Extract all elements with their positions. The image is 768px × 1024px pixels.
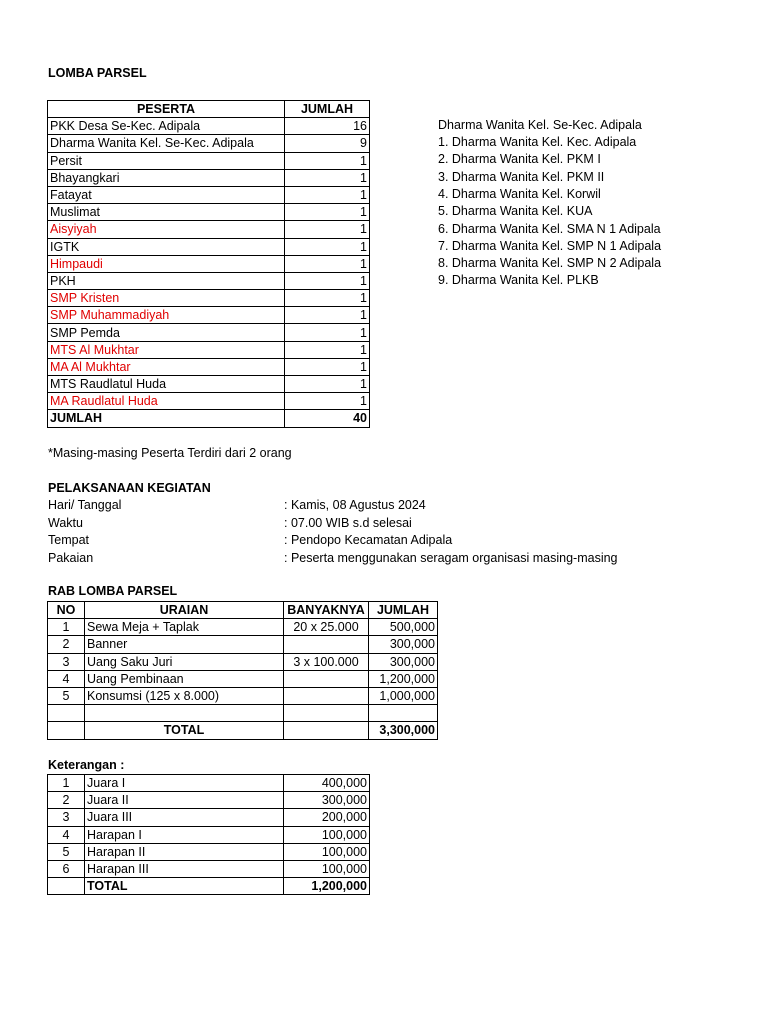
participant-name: Dharma Wanita Kel. Se-Kec. Adipala bbox=[48, 135, 285, 152]
table-row bbox=[48, 636, 438, 653]
participant-name: Aisyiyah bbox=[48, 221, 285, 238]
rab-jumlah: 500,000 bbox=[369, 619, 438, 636]
table-row bbox=[48, 393, 370, 410]
detail-label: Hari/ Tanggal bbox=[48, 498, 122, 512]
participant-name: MA Al Mukhtar bbox=[48, 358, 285, 375]
total-empty-cell bbox=[48, 878, 85, 895]
rab-jumlah: 300,000 bbox=[369, 636, 438, 653]
rab-jumlah: 300,000 bbox=[369, 653, 438, 670]
list-item: 4. Dharma Wanita Kel. Korwil bbox=[438, 186, 601, 201]
prize-value: 100,000 bbox=[284, 826, 370, 843]
participant-count: 1 bbox=[285, 186, 370, 203]
list-item: 8. Dharma Wanita Kel. SMP N 2 Adipala bbox=[438, 256, 662, 271]
prize-value: 100,000 bbox=[284, 843, 370, 860]
total-empty-cell bbox=[284, 722, 369, 739]
participant-name: Fatayat bbox=[48, 186, 285, 203]
participant-count: 1 bbox=[285, 324, 370, 341]
table-row bbox=[48, 376, 370, 393]
participant-name: Bhayangkari bbox=[48, 169, 285, 186]
participant-count: 1 bbox=[285, 376, 370, 393]
prize-no: 6 bbox=[48, 860, 85, 877]
rab-uraian: Uang Pembinaan bbox=[85, 670, 284, 687]
rab-table bbox=[47, 601, 438, 740]
header-no: NO bbox=[48, 602, 85, 619]
detail-value: : 07.00 WIB s.d selesai bbox=[284, 515, 412, 530]
participant-name: MTS Al Mukhtar bbox=[48, 341, 285, 358]
prize-value: 400,000 bbox=[284, 775, 370, 792]
participant-count: 1 bbox=[285, 255, 370, 272]
total-label: TOTAL bbox=[85, 722, 284, 739]
participant-count: 1 bbox=[285, 169, 370, 186]
rab-no: 2 bbox=[48, 636, 85, 653]
total-value: 40 bbox=[285, 410, 370, 427]
table-row bbox=[48, 619, 438, 636]
table-row bbox=[48, 653, 438, 670]
detail-value: : Peserta menggunakan seragam organisasi masing-masing bbox=[284, 550, 618, 565]
participant-count: 1 bbox=[285, 152, 370, 169]
rab-banyaknya: 3 x 100.000 bbox=[284, 653, 369, 670]
prize-no: 4 bbox=[48, 826, 85, 843]
total-row bbox=[48, 722, 438, 739]
total-label: TOTAL bbox=[85, 878, 284, 895]
rab-uraian: Konsumsi (125 x 8.000) bbox=[85, 687, 284, 704]
page-title: LOMBA PARSEL bbox=[48, 66, 147, 80]
detail-label: Pakaian bbox=[48, 550, 94, 565]
detail-label: Waktu bbox=[48, 515, 83, 530]
participants-table bbox=[47, 100, 370, 428]
pelaksanaan-heading: PELAKSANAAN KEGIATAN bbox=[48, 481, 211, 495]
participant-name: PKK Desa Se-Kec. Adipala bbox=[48, 118, 285, 135]
rab-no bbox=[48, 705, 85, 722]
table-row bbox=[48, 860, 370, 877]
header-uraian: URAIAN bbox=[85, 602, 284, 619]
rab-no: 3 bbox=[48, 653, 85, 670]
total-empty-cell bbox=[48, 722, 85, 739]
detail-label: Tempat bbox=[48, 533, 89, 547]
participant-name: Himpaudi bbox=[48, 255, 285, 272]
rab-uraian bbox=[85, 705, 284, 722]
prize-value: 200,000 bbox=[284, 809, 370, 826]
table-row bbox=[48, 152, 370, 169]
prize-value: 300,000 bbox=[284, 792, 370, 809]
table-row bbox=[48, 272, 370, 289]
header-jumlah: JUMLAH bbox=[369, 602, 438, 619]
rab-uraian: Uang Saku Juri bbox=[85, 653, 284, 670]
rab-no: 4 bbox=[48, 670, 85, 687]
list-item: 5. Dharma Wanita Kel. KUA bbox=[438, 204, 593, 219]
rab-banyaknya bbox=[284, 636, 369, 653]
participant-count: 16 bbox=[285, 118, 370, 135]
table-row bbox=[48, 186, 370, 203]
participant-count: 9 bbox=[285, 135, 370, 152]
list-heading: Dharma Wanita Kel. Se-Kec. Adipala bbox=[438, 118, 642, 132]
prize-label: Juara I bbox=[85, 775, 284, 792]
rab-jumlah bbox=[369, 705, 438, 722]
table-row bbox=[48, 238, 370, 255]
table-row bbox=[48, 775, 370, 792]
rab-banyaknya bbox=[284, 670, 369, 687]
table-row bbox=[48, 221, 370, 238]
participant-count: 1 bbox=[285, 290, 370, 307]
keterangan-heading: Keterangan : bbox=[48, 758, 125, 772]
rab-banyaknya: 20 x 25.000 bbox=[284, 619, 369, 636]
prize-no: 3 bbox=[48, 809, 85, 826]
rab-uraian: Banner bbox=[85, 636, 284, 653]
table-row bbox=[48, 809, 370, 826]
rab-no: 1 bbox=[48, 619, 85, 636]
table-row bbox=[48, 204, 370, 221]
rab-no: 5 bbox=[48, 687, 85, 704]
table-row bbox=[48, 792, 370, 809]
detail-value: : Pendopo Kecamatan Adipala bbox=[284, 533, 453, 547]
table-row bbox=[48, 358, 370, 375]
table-row bbox=[48, 705, 438, 722]
rab-banyaknya bbox=[284, 687, 369, 704]
total-label: JUMLAH bbox=[48, 410, 285, 427]
table-row bbox=[48, 118, 370, 135]
participant-name: MA Raudlatul Huda bbox=[48, 393, 285, 410]
table-row bbox=[48, 826, 370, 843]
list-item: 2. Dharma Wanita Kel. PKM I bbox=[438, 152, 601, 167]
table-header-row bbox=[48, 101, 370, 118]
participant-count: 1 bbox=[285, 358, 370, 375]
table-row bbox=[48, 341, 370, 358]
table-row bbox=[48, 255, 370, 272]
rab-jumlah: 1,000,000 bbox=[369, 687, 438, 704]
participant-count: 1 bbox=[285, 393, 370, 410]
list-item: 7. Dharma Wanita Kel. SMP N 1 Adipala bbox=[438, 238, 662, 253]
participant-name: SMP Muhammadiyah bbox=[48, 307, 285, 324]
rab-uraian: Sewa Meja + Taplak bbox=[85, 619, 284, 636]
table-row bbox=[48, 135, 370, 152]
header-peserta: PESERTA bbox=[48, 101, 285, 118]
prize-label: Juara III bbox=[85, 809, 284, 826]
participant-name: PKH bbox=[48, 272, 285, 289]
participant-count: 1 bbox=[285, 238, 370, 255]
participant-name: MTS Raudlatul Huda bbox=[48, 376, 285, 393]
prize-no: 1 bbox=[48, 775, 85, 792]
list-item: 3. Dharma Wanita Kel. PKM II bbox=[438, 169, 605, 184]
table-row bbox=[48, 169, 370, 186]
participant-count: 1 bbox=[285, 307, 370, 324]
header-banyaknya: BANYAKNYA bbox=[284, 602, 369, 619]
prize-label: Harapan III bbox=[85, 860, 284, 877]
table-header-row bbox=[48, 602, 438, 619]
participant-name: SMP Kristen bbox=[48, 290, 285, 307]
participant-count: 1 bbox=[285, 341, 370, 358]
keterangan-table bbox=[47, 774, 370, 895]
table-row bbox=[48, 687, 438, 704]
participant-name: Muslimat bbox=[48, 204, 285, 221]
total-value: 3,300,000 bbox=[369, 722, 438, 739]
participant-name: SMP Pemda bbox=[48, 324, 285, 341]
rab-banyaknya bbox=[284, 705, 369, 722]
list-item: 1. Dharma Wanita Kel. Kec. Adipala bbox=[438, 135, 637, 149]
total-row bbox=[48, 878, 370, 895]
prize-label: Juara II bbox=[85, 792, 284, 809]
list-item: 9. Dharma Wanita Kel. PLKB bbox=[438, 273, 599, 288]
prize-label: Harapan II bbox=[85, 843, 284, 860]
table-row bbox=[48, 290, 370, 307]
prize-no: 2 bbox=[48, 792, 85, 809]
list-item: 6. Dharma Wanita Kel. SMA N 1 Adipala bbox=[438, 221, 661, 236]
participant-count: 1 bbox=[285, 272, 370, 289]
table-row bbox=[48, 843, 370, 860]
rab-heading: RAB LOMBA PARSEL bbox=[48, 584, 178, 598]
table-row bbox=[48, 670, 438, 687]
total-row bbox=[48, 410, 370, 427]
participant-note: *Masing-masing Peserta Terdiri dari 2 orang bbox=[48, 446, 292, 460]
participant-name: IGTK bbox=[48, 238, 285, 255]
prize-no: 5 bbox=[48, 843, 85, 860]
rab-jumlah: 1,200,000 bbox=[369, 670, 438, 687]
total-value: 1,200,000 bbox=[284, 878, 370, 895]
prize-label: Harapan I bbox=[85, 826, 284, 843]
detail-value: : Kamis, 08 Agustus 2024 bbox=[284, 498, 426, 512]
table-row bbox=[48, 324, 370, 341]
participant-count: 1 bbox=[285, 221, 370, 238]
participant-count: 1 bbox=[285, 204, 370, 221]
header-jumlah: JUMLAH bbox=[285, 101, 370, 118]
prize-value: 100,000 bbox=[284, 860, 370, 877]
table-row bbox=[48, 307, 370, 324]
participant-name: Persit bbox=[48, 152, 285, 169]
